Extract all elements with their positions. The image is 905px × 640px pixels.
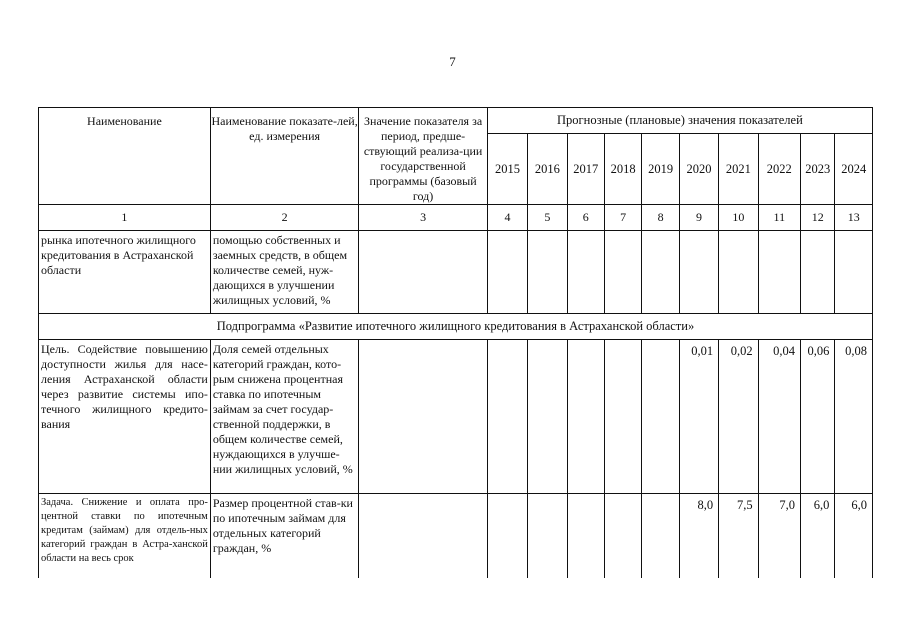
value-cell [567,494,604,578]
row-name: Задача. Снижение и оплата про-центной ставки по ипотечным кредитам (займам) для отдель-ных категорий граждан в Астра-ханской области на весь срок [39,494,211,578]
base-value-cell [359,494,487,578]
value-cell [604,494,641,578]
year-cell: 2018 [604,134,641,205]
value-cell [835,231,873,314]
column-number-row [39,205,873,231]
value-cell [719,231,758,314]
year-cell: 2022 [758,134,800,205]
value-cell: 0,01 [679,340,718,494]
header-name: Наименование [39,108,211,205]
column-number: 6 [567,205,604,231]
indicators-table [38,107,873,578]
table-row [39,340,873,494]
year-cell: 2019 [642,134,679,205]
column-number: 7 [604,205,641,231]
year-cell: 2024 [835,134,873,205]
value-cell: 0,06 [801,340,835,494]
value-cell [758,231,800,314]
row-name: рынка ипотечного жилищного кредитования в Астраханской области [39,231,211,314]
header-base-value: Значение показателя за период, предше-ствующий реализа-ции государственной программы (базовый год) [359,108,487,205]
column-number: 2 [210,205,359,231]
column-number: 9 [679,205,718,231]
column-number: 12 [801,205,835,231]
value-cell [642,494,679,578]
value-cell: 0,08 [835,340,873,494]
value-cell [567,340,604,494]
value-cell [487,340,527,494]
row-indicator: Доля семей отдельных категорий граждан, кото-рым снижена процентная ставка по ипотечным займам за счет государ-ственной поддержки, в общем количестве семей, нуждающихся в улучше-нии жилищных условий, % [210,340,359,494]
column-number: 3 [359,205,487,231]
value-cell [801,231,835,314]
value-cell [604,231,641,314]
value-cell [642,231,679,314]
column-number: 11 [758,205,800,231]
base-value-cell [359,231,487,314]
value-cell: 0,02 [719,340,758,494]
page-number: 7 [449,54,456,69]
column-number: 5 [528,205,567,231]
column-number: 4 [487,205,527,231]
year-cell: 2015 [487,134,527,205]
value-cell [528,494,567,578]
year-cell: 2023 [801,134,835,205]
header-indicator: Наименование показате-лей, ед. измерения [210,108,359,205]
table-row [39,494,873,578]
column-number: 1 [39,205,211,231]
value-cell [528,340,567,494]
base-value-cell [359,340,487,494]
value-cell: 6,0 [835,494,873,578]
value-cell [642,340,679,494]
row-name: Цель. Содействие повышению доступности жилья для насе-ления Астраханской области через развитие системы ипо-течного жилищного кредито-вания [39,340,211,494]
value-cell: 6,0 [801,494,835,578]
value-cell [528,231,567,314]
year-cell: 2021 [719,134,758,205]
value-cell [487,231,527,314]
header-forecast: Прогнозные (плановые) значения показателей [487,108,872,134]
year-cell: 2017 [567,134,604,205]
value-cell [604,340,641,494]
value-cell: 0,04 [758,340,800,494]
year-cell: 2016 [528,134,567,205]
table-row [39,231,873,314]
column-number: 10 [719,205,758,231]
value-cell [487,494,527,578]
column-number: 8 [642,205,679,231]
year-cell: 2020 [679,134,718,205]
column-number: 13 [835,205,873,231]
value-cell: 7,0 [758,494,800,578]
value-cell [679,231,718,314]
value-cell: 8,0 [679,494,718,578]
value-cell: 7,5 [719,494,758,578]
subprogram-title: Подпрограмма «Развитие ипотечного жилищного кредитования в Астраханской области» [39,314,873,340]
row-indicator: помощью собственных и заемных средств, в общем количестве семей, нуж-дающихся в улучшении жилищных условий, % [210,231,359,314]
row-indicator: Размер процентной став-ки по ипотечным займам для отдельных категорий граждан, % [210,494,359,578]
value-cell [567,231,604,314]
